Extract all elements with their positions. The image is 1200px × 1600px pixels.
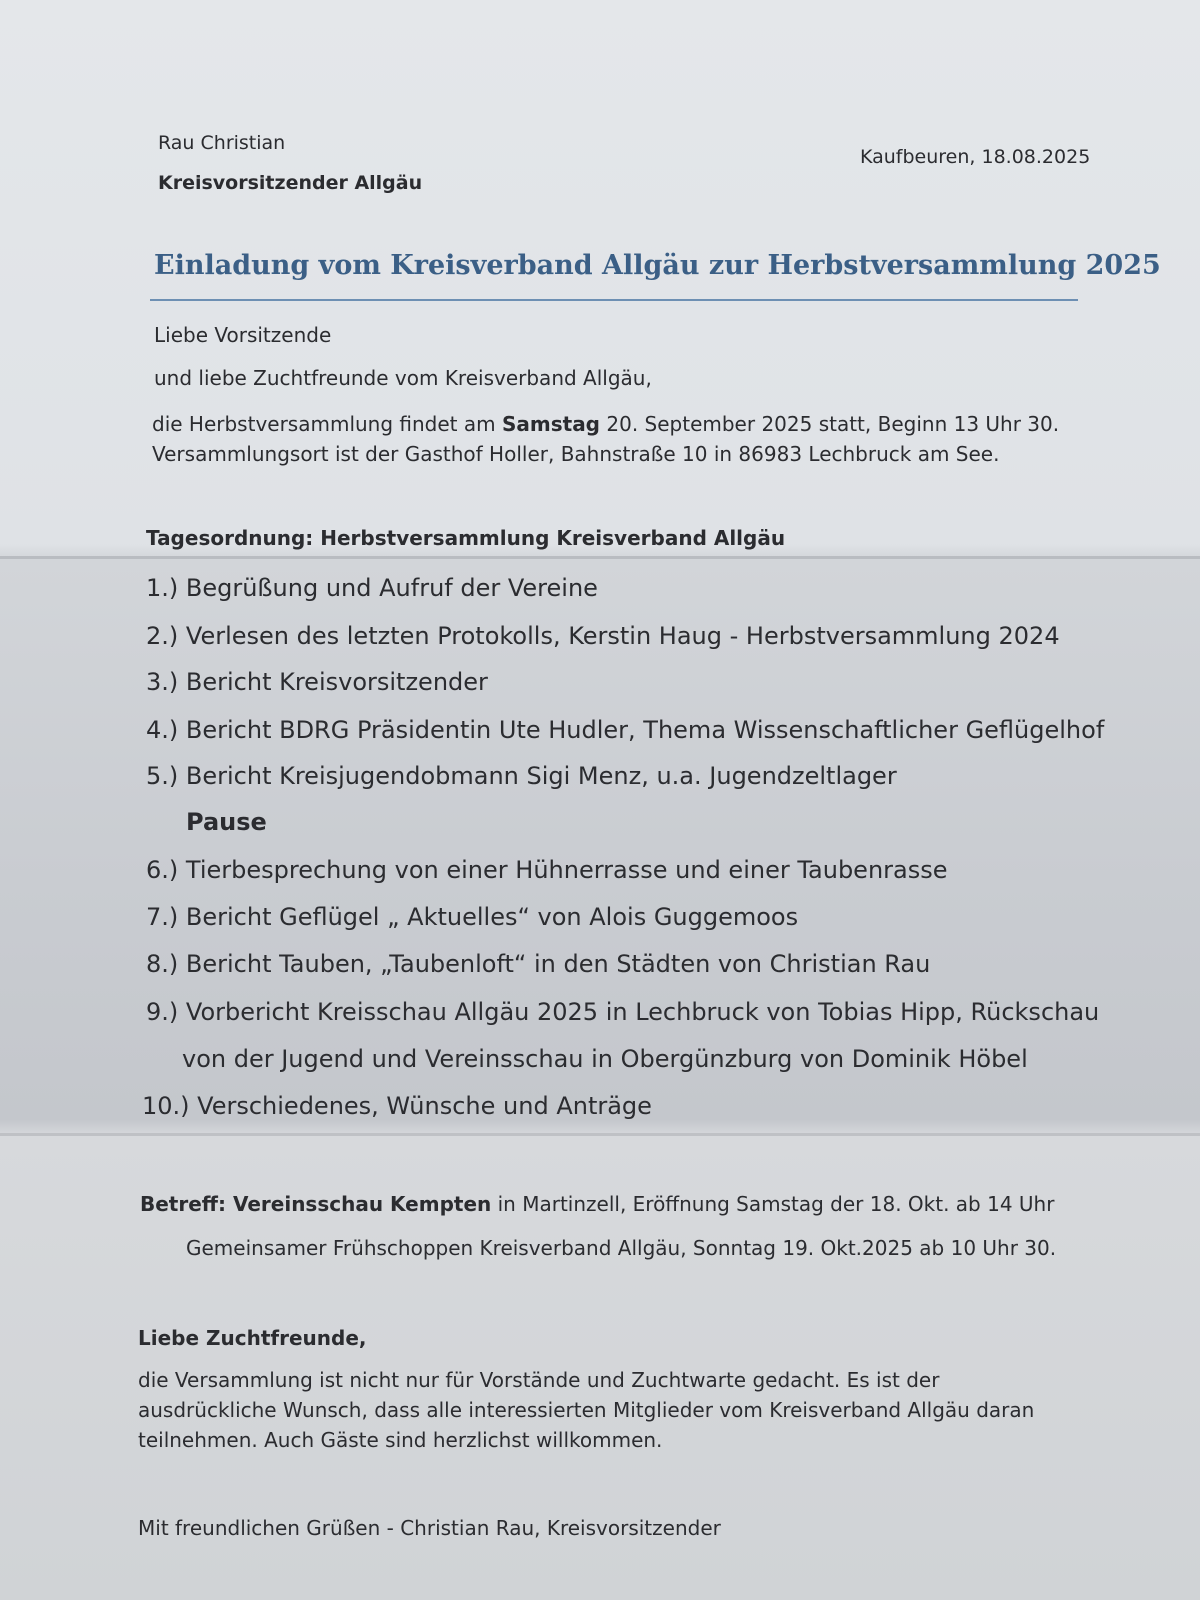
- betreff-line-2: Gemeinsamer Frühschoppen Kreisverband Allgäu, Sonntag 19. Okt.2025 ab 10 Uhr 30.: [186, 1236, 1057, 1260]
- agenda-item: 3.) Bericht Kreisvorsitzender: [146, 668, 488, 696]
- agenda-item: 10.) Verschiedenes, Wünsche und Anträge: [142, 1092, 652, 1120]
- sender-name: Rau Christian: [158, 132, 286, 154]
- agenda-item: 8.) Bericht Tauben, „Taubenloft“ in den Städten von Christian Rau: [146, 950, 931, 978]
- sender-role: Kreisvorsitzender Allgäu: [158, 172, 423, 194]
- closing-salutation: Liebe Zuchtfreunde,: [138, 1326, 367, 1350]
- intro-text: die Herbstversammlung findet am: [152, 412, 502, 436]
- agenda-pause: Pause: [186, 808, 267, 836]
- agenda-item: 7.) Bericht Geflügel „ Aktuelles“ von Alois Guggemoos: [146, 903, 799, 931]
- paper-fold-line: [0, 1133, 1200, 1136]
- place-date: Kaufbeuren, 18.08.2025: [860, 146, 1091, 168]
- title-underline: [150, 299, 1078, 301]
- intro-bold-day: Samstag: [501, 412, 601, 436]
- greeting-line-1: Liebe Vorsitzende: [154, 323, 332, 347]
- agenda-item: 6.) Tierbesprechung von einer Hühnerrasse und einer Taubenrasse: [146, 856, 948, 884]
- intro-line-2: Versammlungsort ist der Gasthof Holler, Bahnstraße 10 in 86983 Lechbruck am See.: [152, 442, 1000, 466]
- closing-body-line: ausdrückliche Wunsch, dass alle interessierten Mitglieder vom Kreisverband Allgäu daran: [138, 1398, 1035, 1422]
- intro-text: 20. September 2025 statt, Beginn 13 Uhr 30.: [600, 412, 1060, 436]
- agenda-heading: Tagesordnung: Herbstversammlung Kreisverband Allgäu: [146, 526, 786, 550]
- closing-body-line: die Versammlung ist nicht nur für Vorstände und Zuchtwarte gedacht. Es ist der: [138, 1368, 940, 1392]
- letter-title: Einladung vom Kreisverband Allgäu zur Herbstversammlung 2025: [154, 250, 1161, 281]
- betreff-text: in Martinzell, Eröffnung Samstag der 18. Okt. ab 14 Uhr: [491, 1192, 1055, 1216]
- greeting-line-2: und liebe Zuchtfreunde vom Kreisverband Allgäu,: [154, 366, 652, 390]
- agenda-item-continuation: von der Jugend und Vereinsschau in Obergünzburg von Dominik Höbel: [182, 1045, 1028, 1073]
- agenda-item: 5.) Bericht Kreisjugendobmann Sigi Menz, u.a. Jugendzeltlager: [146, 762, 897, 790]
- paper-fold-line: [0, 556, 1200, 559]
- agenda-item: 2.) Verlesen des letzten Protokolls, Kerstin Haug - Herbstversammlung 2024: [146, 622, 1060, 650]
- agenda-item: 1.) Begrüßung und Aufruf der Vereine: [146, 574, 598, 602]
- signature-line: Mit freundlichen Grüßen - Christian Rau, Kreisvorsitzender: [138, 1516, 721, 1540]
- closing-body-line: teilnehmen. Auch Gäste sind herzlichst willkommen.: [138, 1428, 663, 1452]
- agenda-item: 4.) Bericht BDRG Präsidentin Ute Hudler, Thema Wissenschaftlicher Geflügelhof: [146, 716, 1105, 744]
- betreff-label: Betreff: Vereinsschau Kempten: [140, 1192, 492, 1216]
- agenda-item: 9.) Vorbericht Kreisschau Allgäu 2025 in Lechbruck von Tobias Hipp, Rückschau: [146, 998, 1100, 1026]
- intro-line-1: [152, 412, 1059, 436]
- betreff-line-1: [140, 1192, 1054, 1216]
